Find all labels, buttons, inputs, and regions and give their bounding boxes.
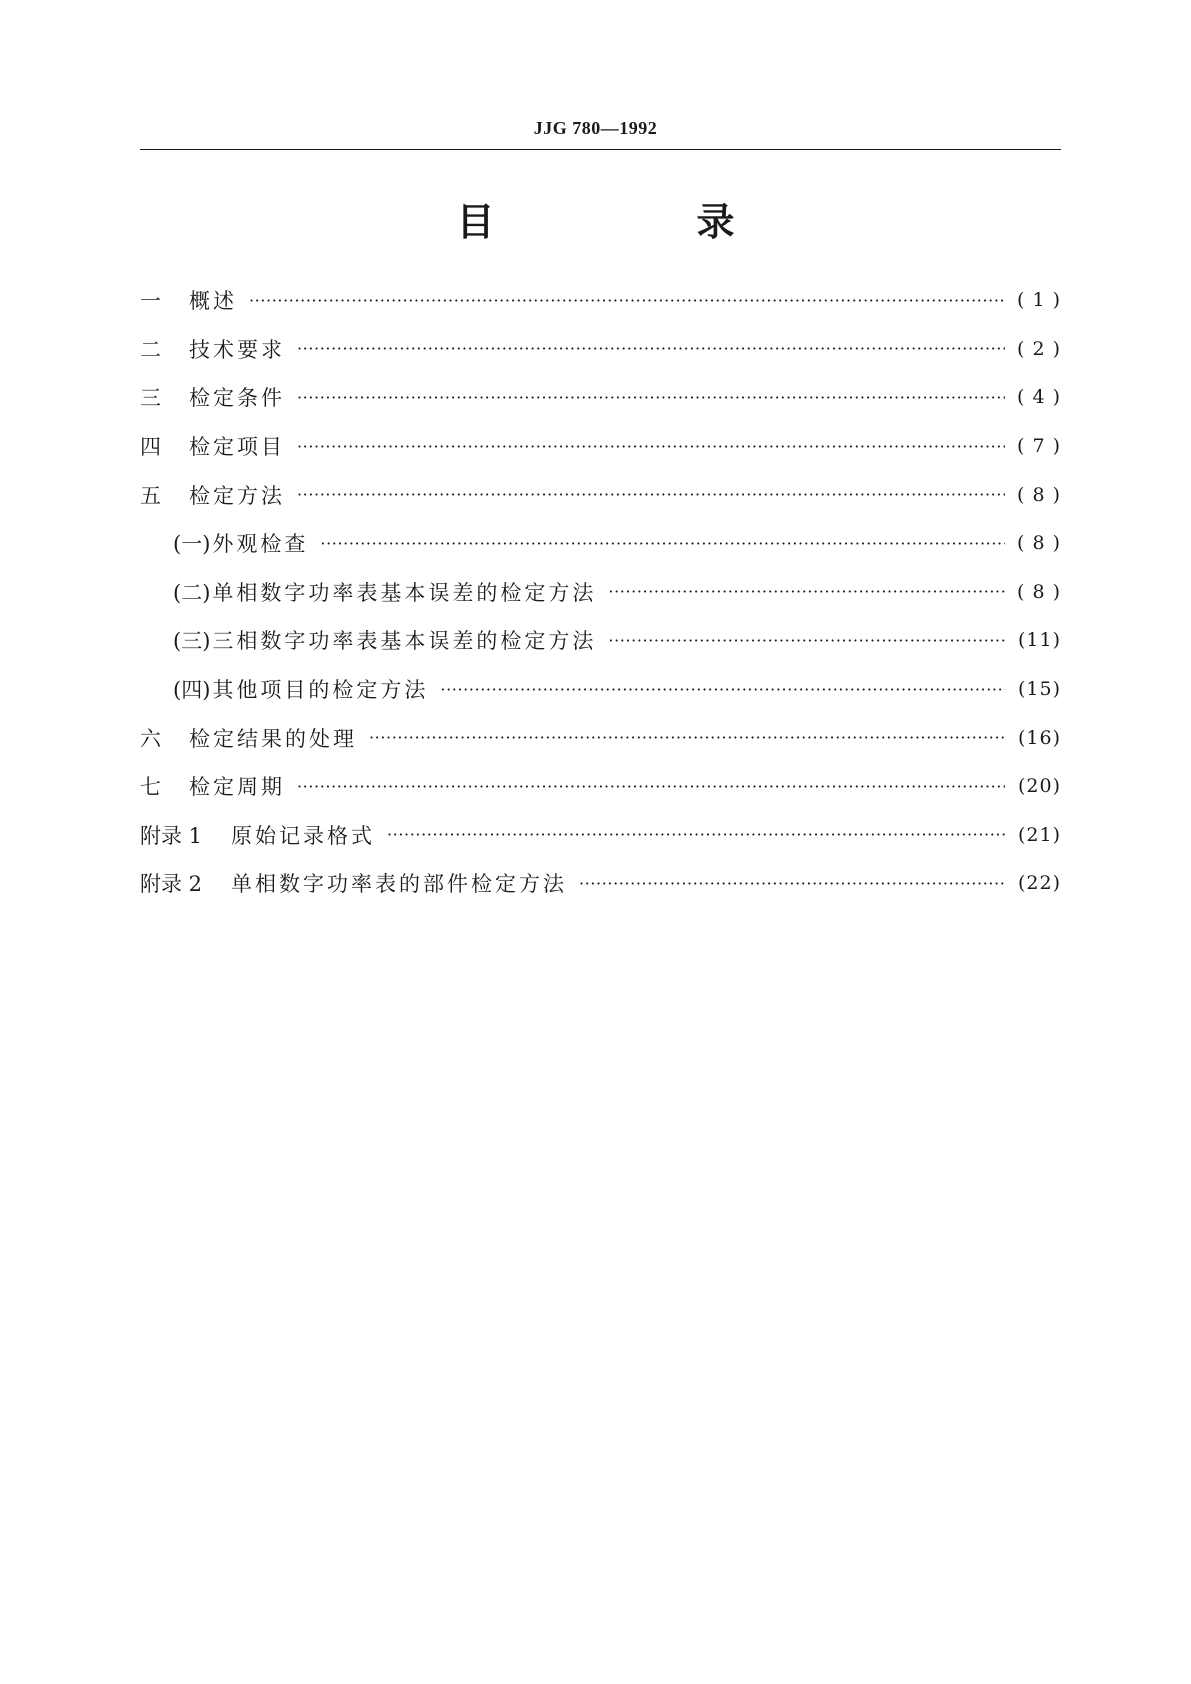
dot-leader (608, 631, 1005, 650)
toc-entry-page: ( 8 ) (1017, 580, 1061, 603)
toc-entry-number: 三 (140, 386, 161, 411)
toc-entry-verification-period[interactable] (140, 762, 1061, 811)
toc-entry-appendix-1[interactable] (140, 811, 1061, 860)
toc-entry-title: 单相数字功率表基本误差的检定方法 (212, 580, 597, 605)
dot-leader (297, 339, 1005, 358)
toc-entry-three-phase-error[interactable] (140, 616, 1061, 665)
running-header: JJG 780—1992 (533, 118, 658, 138)
dot-leader (387, 825, 1005, 844)
toc-entry-other-items[interactable] (140, 665, 1061, 714)
toc-entry-page: (15) (1017, 678, 1061, 701)
toc-entry-verification-methods[interactable] (140, 470, 1061, 519)
dot-leader (297, 485, 1005, 504)
toc-entry-number: 四 (140, 435, 161, 460)
toc-entry-number: (二) (173, 580, 211, 605)
dot-leader (369, 728, 1005, 747)
toc-entry-single-phase-error[interactable] (140, 568, 1061, 617)
toc-entry-title: 单相数字功率表的部件检定方法 (231, 872, 567, 897)
toc-entry-verification-items[interactable] (140, 422, 1061, 471)
toc-entry-verification-conditions[interactable] (140, 373, 1061, 422)
dot-leader (579, 874, 1005, 893)
toc-entry-page: ( 1 ) (1017, 289, 1061, 312)
toc-entry-page: (16) (1017, 726, 1061, 749)
toc-entry-page: (21) (1017, 823, 1061, 846)
toc-entry-title: 检定周期 (189, 775, 285, 800)
toc-entry-page: ( 8 ) (1017, 532, 1061, 555)
toc-entry-title: 检定结果的处理 (189, 726, 357, 751)
toc-entry-visual-inspection[interactable] (140, 519, 1061, 568)
toc-entry-page: (22) (1017, 872, 1061, 895)
toc-entry-title: 技术要求 (189, 337, 285, 362)
toc-entry-number: 附录 1 (140, 823, 203, 848)
page-title: 目 录 (456, 200, 817, 244)
toc-entry-technical-requirements[interactable] (140, 325, 1061, 374)
toc-entry-number: 六 (140, 726, 161, 751)
toc-entry-number: 二 (140, 337, 161, 362)
dot-leader (320, 534, 1005, 553)
toc-entry-title: 原始记录格式 (231, 823, 375, 848)
dot-leader (297, 777, 1005, 796)
dot-leader (297, 437, 1005, 456)
table-of-contents (140, 276, 1061, 908)
toc-entry-results-handling[interactable] (140, 713, 1061, 762)
toc-entry-title: 概述 (189, 289, 237, 314)
toc-entry-page: (20) (1017, 775, 1061, 798)
toc-entry-page: ( 7 ) (1017, 435, 1061, 458)
toc-entry-title: 外观检查 (212, 532, 309, 557)
toc-entry-number: 七 (140, 775, 161, 800)
toc-entry-page: ( 4 ) (1017, 386, 1061, 409)
toc-entry-title: 检定条件 (189, 386, 285, 411)
toc-entry-number: (三) (173, 629, 211, 654)
dot-leader (440, 680, 1005, 699)
toc-entry-number: 一 (140, 289, 161, 314)
toc-entry-title: 检定方法 (189, 483, 285, 508)
toc-entry-number: (四) (173, 678, 211, 703)
toc-entry-page: (11) (1017, 629, 1061, 652)
dot-leader (608, 582, 1005, 601)
toc-entry-number: 五 (140, 483, 161, 508)
toc-entry-number: 附录 2 (140, 872, 203, 897)
toc-entry-title: 其他项目的检定方法 (212, 678, 429, 703)
toc-entry-page: ( 2 ) (1017, 337, 1061, 360)
header-divider (140, 149, 1061, 150)
toc-entry-title: 检定项目 (189, 435, 285, 460)
toc-entry-page: ( 8 ) (1017, 483, 1061, 506)
toc-entry-appendix-2[interactable] (140, 859, 1061, 908)
toc-entry-overview[interactable] (140, 276, 1061, 325)
dot-leader (249, 291, 1005, 310)
dot-leader (297, 388, 1005, 407)
toc-entry-number: (一) (173, 532, 211, 557)
toc-entry-title: 三相数字功率表基本误差的检定方法 (212, 629, 597, 654)
